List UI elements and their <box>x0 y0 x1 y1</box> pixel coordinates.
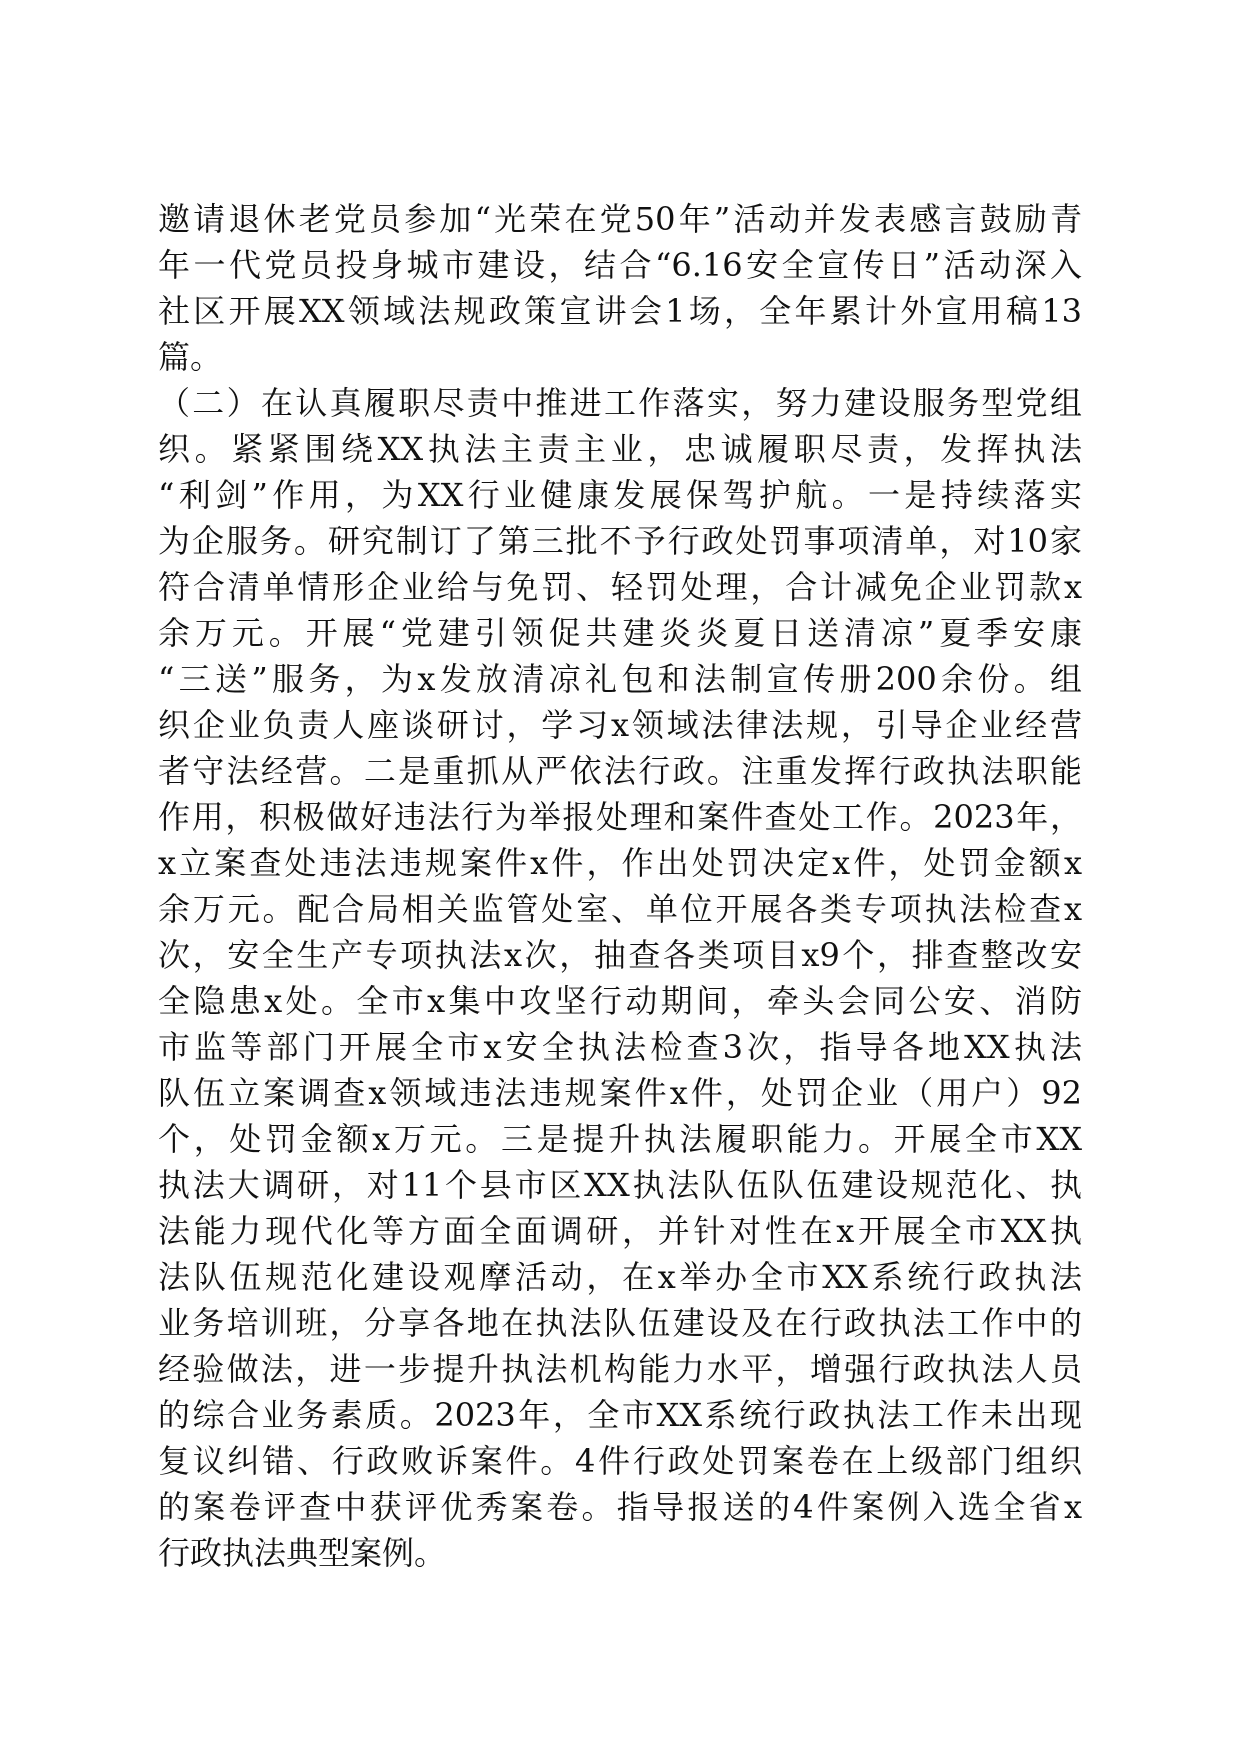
paragraph-1-line: 社区开展XX领域法规政策宣讲会1场，全年累计外宣用稿13 <box>158 292 1082 330</box>
paragraph-2-line: 者守法经营。二是重抓从严依法行政。注重发挥行政执法职能 <box>158 752 1082 790</box>
paragraph-2-line: 复议纠错、行政败诉案件。4件行政处罚案卷在上级部门组织 <box>158 1442 1082 1480</box>
paragraph-2-line: 符合清单情形企业给与免罚、轻罚处理，合计减免企业罚款x <box>158 568 1082 606</box>
paragraph-2-line: 织企业负责人座谈研讨，学习x领域法律法规，引导企业经营 <box>158 706 1082 744</box>
paragraph-2-line: 余万元。开展“党建引领促共建炎炎夏日送清凉”夏季安康 <box>158 614 1082 652</box>
paragraph-2-line: “利剑”作用，为XX行业健康发展保驾护航。一是持续落实 <box>158 476 1082 514</box>
paragraph-2 <box>158 380 1082 1576</box>
paragraph-2-line: 作用，积极做好违法行为举报处理和案件查处工作。2023年， <box>158 798 1082 836</box>
paragraph-2-line: 行政执法典型案例。 <box>158 1534 447 1572</box>
paragraph-2-line: 队伍立案调查x领域违法违规案件x件，处罚企业（用户）92 <box>158 1074 1082 1112</box>
paragraph-2-line: 业务培训班，分享各地在执法队伍建设及在行政执法工作中的 <box>158 1304 1082 1342</box>
paragraph-2-line: 全隐患x处。全市x集中攻坚行动期间，牵头会同公安、消防 <box>158 982 1082 1020</box>
paragraph-2-line: 为企服务。研究制订了第三批不予行政处罚事项清单，对10家 <box>158 522 1082 560</box>
paragraph-1-line: 年一代党员投身城市建设，结合“6.16安全宣传日”活动深入 <box>158 246 1082 284</box>
paragraph-2-line: 个，处罚金额x万元。三是提升执法履职能力。开展全市XX <box>158 1120 1082 1158</box>
paragraph-2-line: 的案卷评查中获评优秀案卷。指导报送的4件案例入选全省x <box>158 1488 1082 1526</box>
paragraph-2-line: 执法大调研，对11个县市区XX执法队伍队伍建设规范化、执 <box>158 1166 1082 1204</box>
paragraph-2-line: 余万元。配合局相关监管处室、单位开展各类专项执法检查x <box>158 890 1082 928</box>
paragraph-2-line: 经验做法，进一步提升执法机构能力水平，增强行政执法人员 <box>158 1350 1082 1388</box>
paragraph-2-line: 的综合业务素质。2023年，全市XX系统行政执法工作未出现 <box>158 1396 1082 1434</box>
paragraph-2-line: 市监等部门开展全市x安全执法检查3次，指导各地XX执法 <box>158 1028 1082 1066</box>
paragraph-2-line: “三送”服务，为x发放清凉礼包和法制宣传册200余份。组 <box>158 660 1082 698</box>
paragraph-1-line: 篇。 <box>158 338 223 376</box>
paragraph-1-line: 邀请退休老党员参加“光荣在党50年”活动并发表感言鼓励青 <box>158 200 1082 238</box>
paragraph-1 <box>158 196 1082 380</box>
paragraph-2-line: x立案查处违法违规案件x件，作出处罚决定x件，处罚金额x <box>158 844 1082 882</box>
paragraph-2-line: 织。紧紧围绕XX执法主责主业，忠诚履职尽责，发挥执法 <box>158 430 1082 468</box>
paragraph-2-line: 法能力现代化等方面全面调研，并针对性在x开展全市XX执 <box>158 1212 1082 1250</box>
paragraph-2-line: 法队伍规范化建设观摩活动，在x举办全市XX系统行政执法 <box>158 1258 1082 1296</box>
paragraph-2-line: （二）在认真履职尽责中推进工作落实，努力建设服务型党组 <box>158 384 1082 422</box>
paragraph-2-line: 次，安全生产专项执法x次，抽查各类项目x9个，排查整改安 <box>158 936 1082 974</box>
